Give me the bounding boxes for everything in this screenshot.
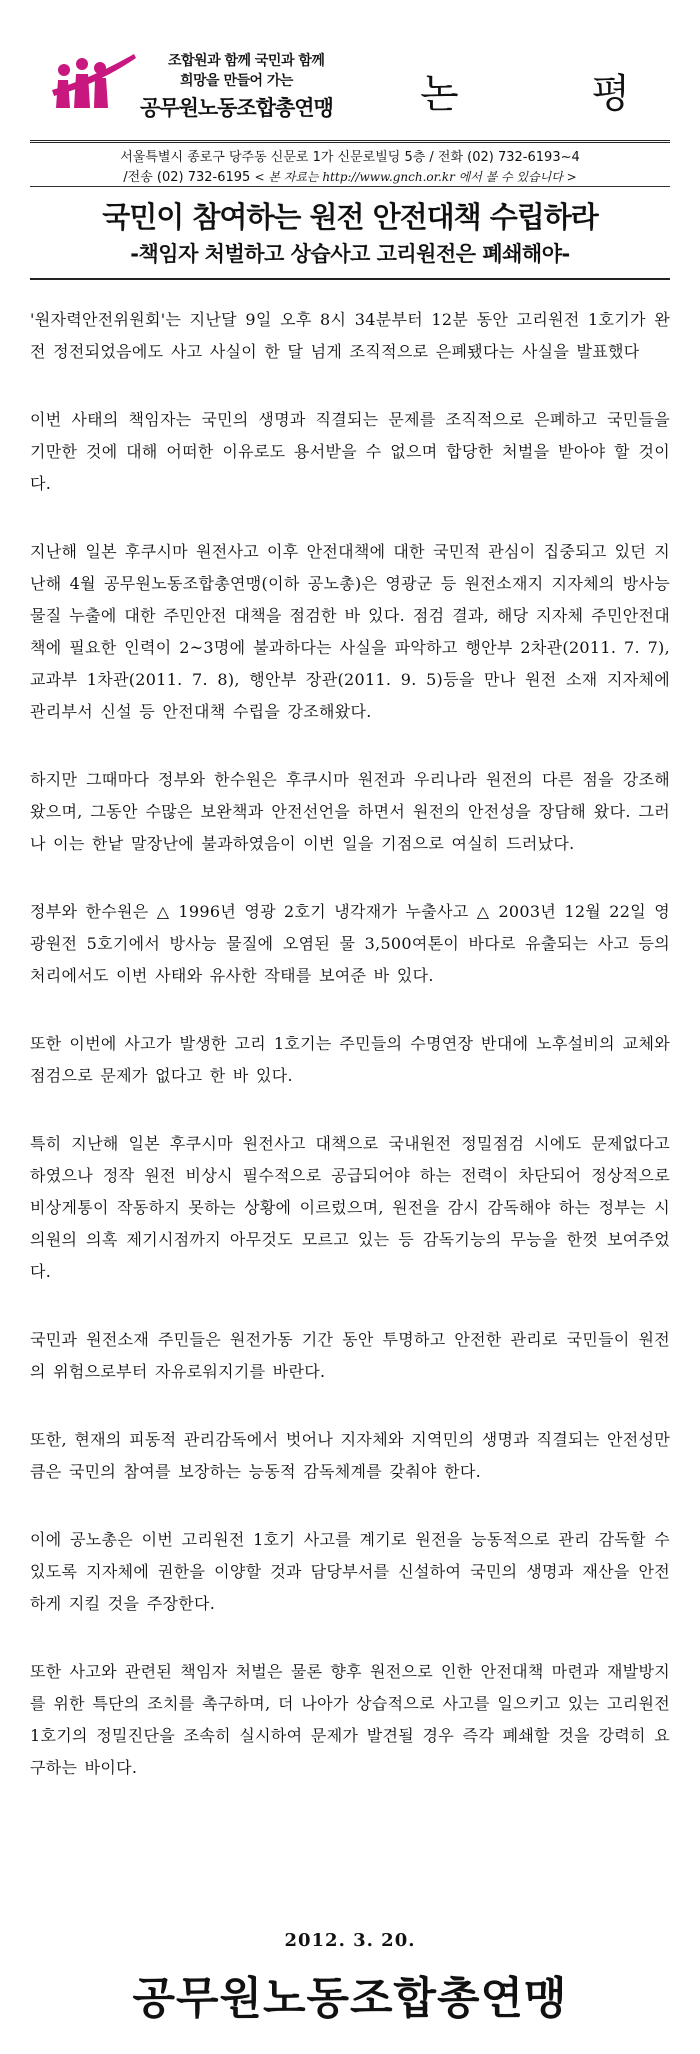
paragraph: 지난해 일본 후쿠시마 원전사고 이후 안전대책에 대한 국민적 관심이 집중되고 있던 지난해 4월 공무원노동조합총연맹(이하 공노총)은 영광군 등 원전소재지 지자체의 방사능물질 누출에 대한 주민안전 대책을 점검한 바 있다. 점검 결과, 해당 지자체 주민안전대책에 필요한 인력이 2~3명에 불과하다는 사실을 파악하고 행안부 2차관(2011. 7. 7), 교과부 1차관(2011. 7. 8), 행안부 장관(2011. 9. 5)등을 만나 원전 소재 지자체에 관리부서 신설 등 안전대책 수립을 강조해왔다.: [30, 542, 670, 721]
document-title: 국민이 참여하는 원전 안전대책 수립하라: [102, 200, 598, 234]
paragraph: '원자력안전위원회'는 지난달 9일 오후 8시 34분부터 12분 동안 고리원전 1호기가 완전 정전되었음에도 사고 사실이 한 달 넘게 조직적으로 은폐됐다는 사실을 발표했다: [30, 310, 670, 361]
paragraph: 이에 공노총은 이번 고리원전 1호기 사고를 계기로 원전을 능동적으로 관리 감독할 수 있도록 지자체에 권한을 이양할 것과 담당부서를 신설하여 국민의 생명과 재산을 안전하게 지킬 것을 주장한다.: [30, 1530, 670, 1613]
paragraph: 국민과 원전소재 주민들은 원전가동 기간 동안 투명하고 안전한 관리로 국민들이 원전의 위험으로부터 자유로워지기를 바란다.: [30, 1330, 670, 1381]
slogan-line1: 조합원과 함께 국민과 함께: [168, 53, 325, 69]
document-body: [30, 304, 670, 1820]
paragraph: 정부와 한수원은 △ 1996년 영광 2호기 냉각재가 누출사고 △ 2003년 12월 22일 영광원전 5호기에서 방사능 물질에 오염된 물 3,500여톤이 바다로 유출되는 사고 등의 처리에서도 이번 사태와 유사한 작태를 보여준 바 있다.: [30, 902, 670, 985]
paragraph: 또한, 현재의 피동적 관리감독에서 벗어나 지자체와 지역민의 생명과 직결되는 안전성만큼은 국민의 참여를 보장하는 능동적 감독체계를 갖춰야 한다.: [30, 1430, 670, 1481]
paragraph: 또한 사고와 관련된 책임자 처벌은 물론 향후 원전으로 인한 안전대책 마련과 재발방지를 위한 특단의 조치를 촉구하며, 더 나아가 상습적으로 사고를 일으키고 있는 고리원전 1호기의 정밀진단을 조속히 실시하여 문제가 발견될 경우 즉각 폐쇄할 것을 강력히 요구하는 바이다.: [30, 1662, 670, 1777]
doc-type-label: 논 평: [420, 71, 690, 117]
title-divider: [30, 278, 670, 280]
fax-number: /전송 (02) 732-6195: [123, 170, 251, 185]
document-date: 2012. 3. 20.: [284, 1930, 416, 1951]
website-note: < 본 자료는 http://www.gnch.or.kr 에서 볼 수 있습니다 >: [254, 170, 577, 184]
paragraph: 특히 지난해 일본 후쿠시마 원전사고 대책으로 국내원전 정밀점검 시에도 문제없다고 하였으나 정작 원전 비상시 필수적으로 공급되어야 하는 전력이 차단되어 정상적으로 비상게통이 작동하지 못하는 상황에 이르렀으며, 원전을 감시 감독해야 하는 정부는 시의원의 의혹 제기시점까지 아무것도 모르고 있는 등 감독기능의 무능을 한껏 보여주었다.: [30, 1134, 670, 1281]
org-name: 공무원노동조합총연맹: [140, 96, 333, 120]
address-divider: [30, 186, 670, 187]
address-line1: 서울특별시 종로구 당주동 신문로 1가 신문로빌딩 5층 / 전화 (02) 732-6193~4: [120, 150, 580, 165]
paragraph: 또한 이번에 사고가 발생한 고리 1호기는 주민들의 수명연장 반대에 노후설비의 교체와 점검으로 문제가 없다고 한 바 있다.: [30, 1034, 670, 1085]
footer-org-name: 공무원노동조합총연맹: [132, 1973, 568, 2024]
header-divider: [30, 140, 670, 143]
union-logo-icon: [48, 50, 138, 110]
paragraph: 하지만 그때마다 정부와 한수원은 후쿠시마 원전과 우리나라 원전의 다른 점을 강조해왔으며, 그동안 수많은 보완책과 안전선언을 하면서 원전의 안전성을 장담해 왔다. 그러나 이는 한낱 말장난에 불과하였음이 이번 일을 기점으로 여실히 드러났다.: [30, 770, 670, 853]
address-line2: [0, 166, 700, 185]
slogan-line2: 희망을 만들어 가는: [180, 73, 293, 89]
document-subtitle: -책임자 처벌하고 상습사고 고리원전은 폐쇄해야-: [130, 242, 570, 266]
document-header: [0, 0, 700, 185]
paragraph: 이번 사태의 책임자는 국민의 생명과 직결되는 문제를 조직적으로 은폐하고 국민들을 기만한 것에 대해 어떠한 이유로도 용서받을 수 없으며 합당한 처벌을 받아야 할 것이다.: [30, 410, 670, 493]
